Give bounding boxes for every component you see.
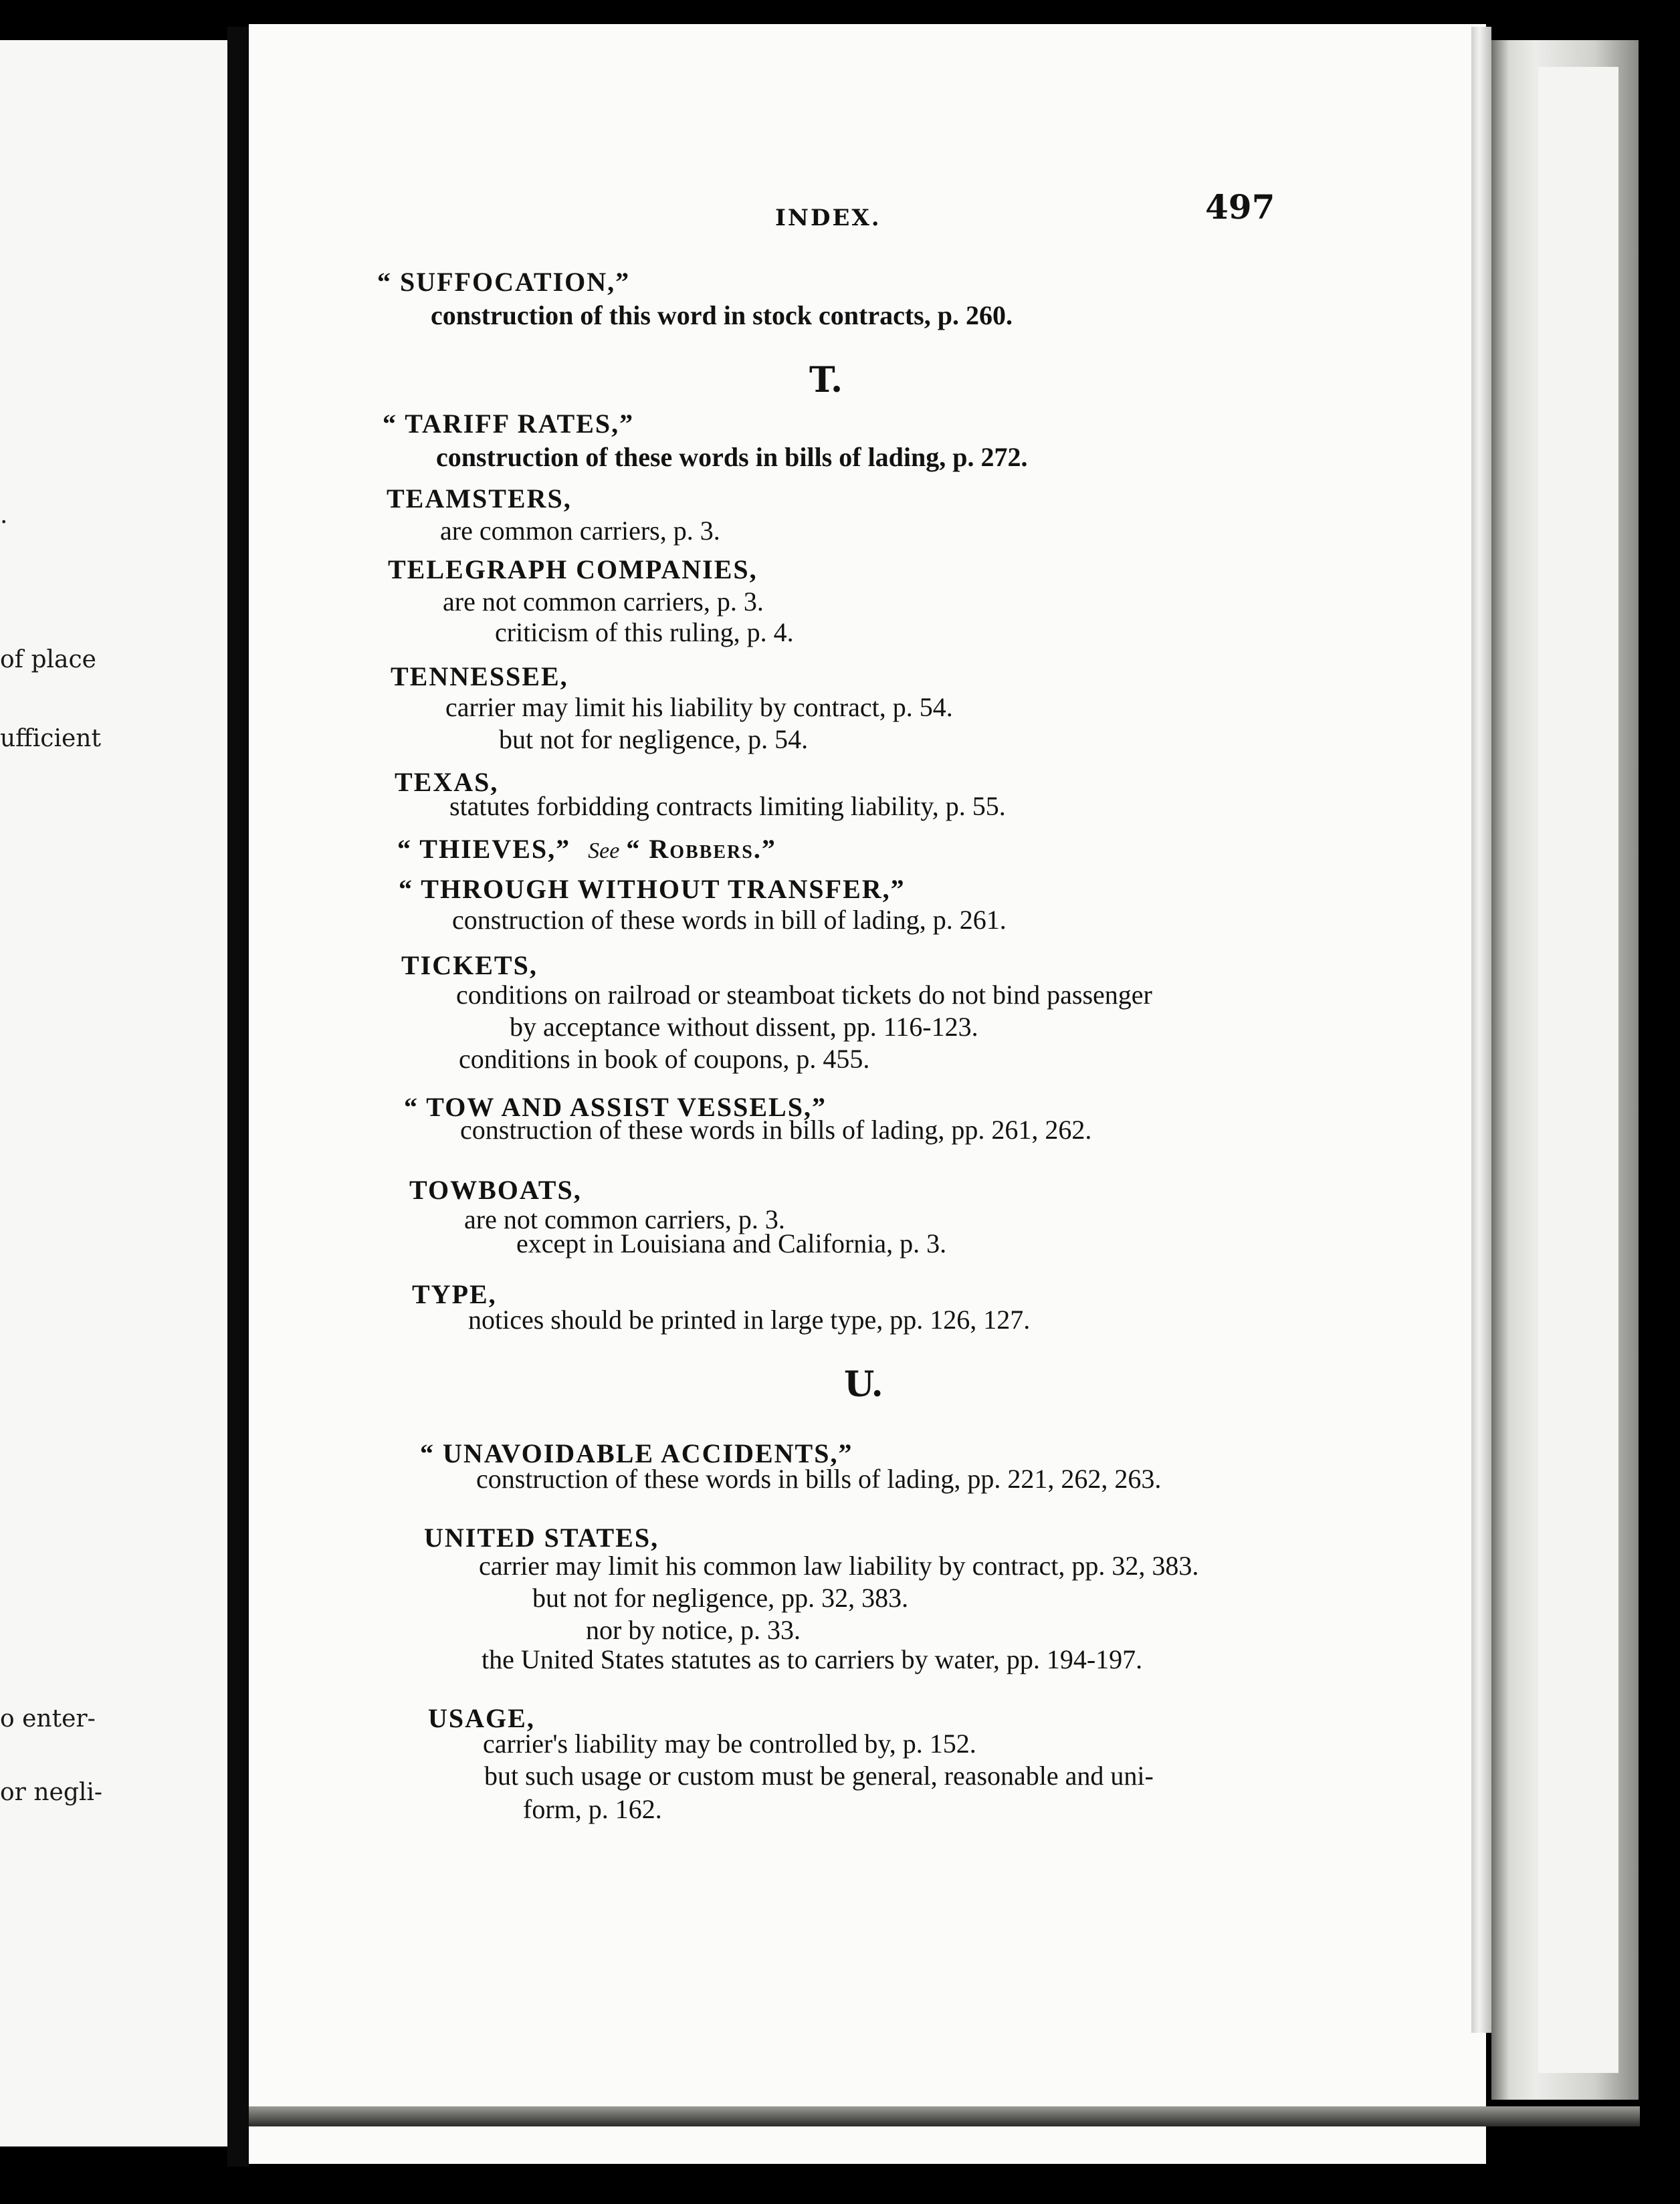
section-letter: U. [844,1364,883,1405]
entry-subline: carrier may limit his common law liability by contract, pp. 32, 383. [479,1551,1199,1581]
page-number: 497 [1205,187,1275,227]
entry-subline: by acceptance without dissent, pp. 116-123. [510,1012,978,1042]
entry-heading: “ THROUGH WITHOUT TRANSFER,” [399,874,906,904]
entry-subline: notices should be printed in large type, pp. 126, 127. [468,1305,1031,1335]
entry-heading: TOWBOATS, [409,1175,582,1205]
entry-subline: except in Louisiana and California, p. 3. [516,1228,947,1258]
entry-heading: USAGE, [428,1703,535,1733]
entry-subline: conditions on railroad or steamboat tickets do not bind passenger [456,980,1152,1010]
entry-heading: “ UNAVOIDABLE ACCIDENTS,” [420,1438,853,1468]
entry-heading-cross-ref [397,833,776,865]
entry-subline: statutes forbidding contracts limiting liability, p. 55. [449,791,1006,821]
entry-heading: TELEGRAPH COMPANIES, [388,554,758,584]
entry-heading: TYPE, [412,1279,497,1309]
page-header [249,154,1486,231]
entry-subline: nor by notice, p. 33. [586,1615,801,1645]
left-fragment: or negli- [0,1779,103,1806]
entry-subline: the United States statutes as to carriers by water, pp. 194-197. [482,1644,1143,1674]
cross-reference: “ Robbers.” [626,834,776,864]
entry-subline: carrier may limit his liability by contract, p. 54. [445,692,953,722]
entry-heading: UNITED STATES, [424,1523,659,1553]
book-bottom-edge [249,2106,1640,2126]
left-fragment: . [0,502,8,529]
page-edge [1471,27,1491,2033]
left-fragment: o enter- [0,1705,96,1733]
entry-subline: are not common carriers, p. 3. [443,586,764,617]
entry-subline: are common carriers, p. 3. [440,516,720,546]
entry-heading: “ TOW AND ASSIST VESSELS,” [404,1092,827,1122]
entry-subline: construction of these words in bills of lading, pp. 261, 262. [460,1115,1092,1145]
entry-heading: TEXAS, [395,767,499,797]
book-block-edge [1538,67,1618,2073]
book-gutter [227,27,249,2167]
entry-heading-text: “ THIEVES,” [397,834,571,864]
entry-subline: construction of these words in bill of lading, p. 261. [452,905,1007,935]
entry-heading: TEAMSTERS, [387,483,572,514]
section-letter: T. [809,360,843,401]
entry-subline: but not for negligence, pp. 32, 383. [532,1583,909,1613]
see-label: See [588,839,620,863]
left-fragment: ufficient [0,725,101,752]
left-facing-page [0,40,230,2146]
entry-subline: form, p. 162. [523,1794,662,1824]
entry-heading: TENNESSEE, [391,661,568,691]
left-fragment: of place [0,646,96,673]
entry-subline: are not common carriers, p. 3. [464,1204,785,1234]
entry-subline: carrier's liability may be controlled by, p. 152. [483,1729,976,1759]
entry-subline: construction of these words in bills of lading, pp. 221, 262, 263. [476,1464,1162,1494]
entry-heading: “ SUFFOCATION,” [377,267,631,297]
running-head: INDEX. [775,205,881,231]
entry-subline: criticism of this ruling, p. 4. [495,617,794,647]
entry-subline: construction of these words in bills of lading, p. 272. [436,442,1028,472]
entry-subline: but not for negligence, p. 54. [499,724,809,754]
entry-heading: “ TARIFF RATES,” [383,409,635,439]
entry-heading: TICKETS, [401,950,538,980]
entry-subline: construction of this word in stock contracts, p. 260. [431,300,1013,330]
entry-subline: conditions in book of coupons, p. 455. [459,1044,870,1074]
entry-subline: but such usage or custom must be general, reasonable and uni- [484,1761,1154,1791]
